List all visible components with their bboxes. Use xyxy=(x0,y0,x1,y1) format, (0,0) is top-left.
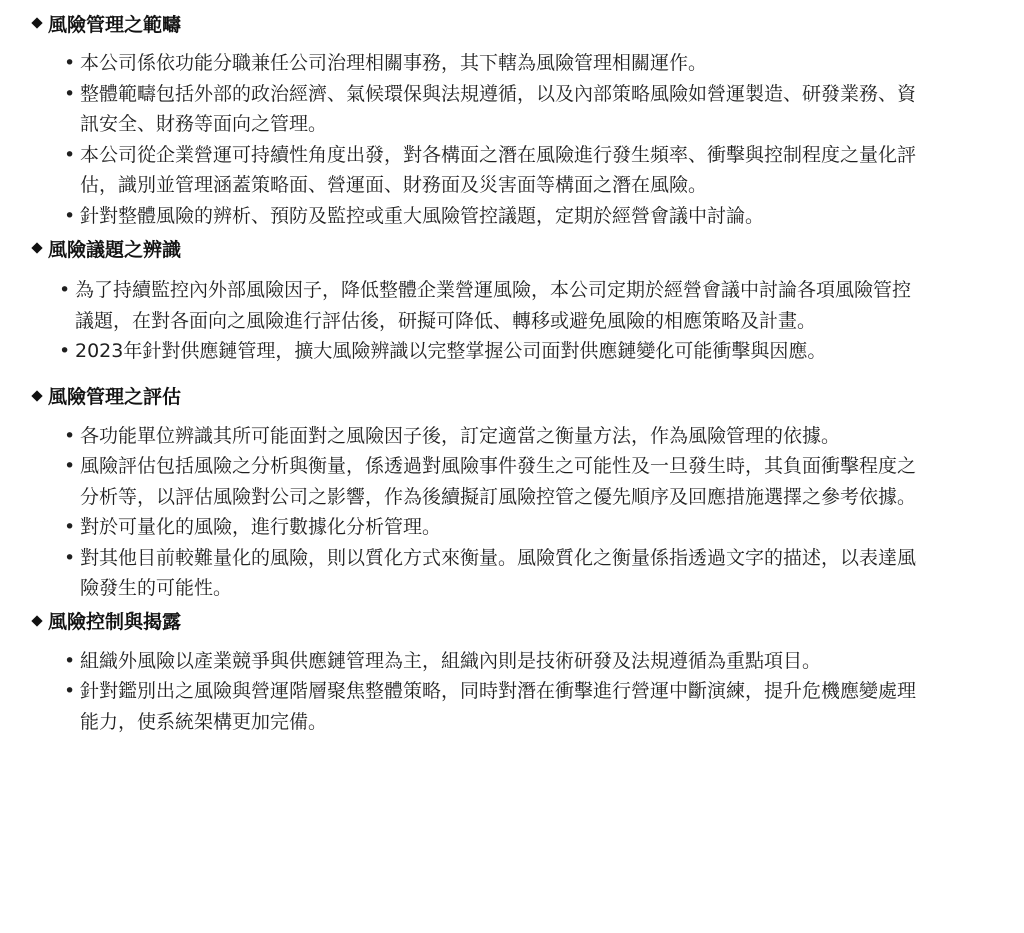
diamond-bullet-icon xyxy=(31,242,42,253)
list-item-text: 針對鑑別出之風險與營運階層聚焦整體策略，同時對潛在衝擊進行營運中斷演練，提升危機應變處理能力，使系統架構更加完備。 xyxy=(80,680,917,733)
list-item xyxy=(30,336,925,367)
list-item xyxy=(30,646,930,677)
bullet-dot-icon: • xyxy=(64,455,76,477)
list-item xyxy=(30,512,930,543)
list-item xyxy=(30,79,930,140)
list-item-text: 對於可量化的風險，進行數據化分析管理。 xyxy=(80,516,442,538)
list-item xyxy=(30,140,930,201)
list-item-text: 風險評估包括風險之分析與衡量，係透過對風險事件發生之可能性及一旦發生時，其負面衝擊程度之分析等，以評估風險對公司之影響，作為後續擬訂風險控管之優先順序及回應措施選擇之參考依據。 xyxy=(80,455,917,508)
bullet-list xyxy=(30,275,990,367)
bullet-list xyxy=(30,48,990,231)
bullet-dot-icon: • xyxy=(64,204,76,227)
list-item-text: 對其他目前較難量化的風險，則以質化方式來衡量。風險質化之衡量係指透過文字的描述，以表達風險發生的可能性。 xyxy=(80,546,917,599)
list-item-text: 組織外風險以產業競爭與供應鏈管理為主，組織內則是技術研發及法規遵循為重點項目。 xyxy=(80,649,822,672)
list-item xyxy=(30,201,930,232)
diamond-bullet-icon xyxy=(31,615,42,626)
section-heading xyxy=(30,6,990,40)
list-item-text: 本公司從企業營運可持續性角度出發，對各構面之潛在風險進行發生頻率、衝擊與控制程度之量化評估，識別並管理涵蓋策略面、營運面、財務面及災害面等構面之潛在風險。 xyxy=(80,143,917,196)
section-heading-text: 風險控制與揭露 xyxy=(48,611,182,633)
section-risk-assessment xyxy=(30,379,990,604)
list-item-text: 各功能單位辨識其所可能面對之風險因子後，訂定適當之衡量方法，作為風險管理的依據。 xyxy=(80,424,841,447)
bullet-dot-icon: • xyxy=(64,52,76,74)
bullet-dot-icon: • xyxy=(59,279,71,301)
bullet-dot-icon: • xyxy=(64,680,76,702)
section-heading-text: 風險議題之辨識 xyxy=(48,238,182,261)
section-risk-identification xyxy=(30,231,990,367)
list-item-text: 本公司係依功能分職兼任公司治理相關事務，其下轄為風險管理相關運作。 xyxy=(80,52,708,74)
list-item xyxy=(30,676,930,737)
section-risk-control-disclosure xyxy=(30,604,990,738)
bullet-list xyxy=(30,646,990,738)
section-risk-scope xyxy=(30,6,990,231)
section-heading-text: 風險管理之範疇 xyxy=(48,13,182,36)
bullet-dot-icon: • xyxy=(64,82,76,105)
list-item-text: 為了持續監控內外部風險因子，降低整體企業營運風險，本公司定期於經營會議中討論各項風險管控議題，在對各面向之風險進行評估後，研擬可降低、轉移或避免風險的相應策略及計畫。 xyxy=(75,279,912,332)
bullet-dot-icon: • xyxy=(64,649,76,672)
list-item-text: 2023年針對供應鏈管理，擴大風險辨識以完整掌握公司面對供應鏈變化可能衝擊與因應。 xyxy=(75,340,827,362)
list-item xyxy=(30,451,930,512)
bullet-dot-icon: • xyxy=(64,143,76,166)
list-item-text: 整體範疇包括外部的政治經濟、氣候環保與法規遵循，以及內部策略風險如營運製造、研發業務、資訊安全、財務等面向之管理。 xyxy=(80,82,917,135)
list-item xyxy=(30,421,930,452)
diamond-bullet-icon xyxy=(31,17,42,28)
document-body xyxy=(30,6,990,737)
section-heading xyxy=(30,379,990,413)
list-item xyxy=(30,543,930,604)
bullet-dot-icon: • xyxy=(64,516,76,538)
bullet-dot-icon: • xyxy=(59,340,71,362)
bullet-dot-icon: • xyxy=(64,546,76,569)
list-item xyxy=(30,275,925,336)
list-item-text: 針對整體風險的辨析、預防及監控或重大風險管控議題，定期於經營會議中討論。 xyxy=(80,204,765,227)
list-item xyxy=(30,48,930,79)
section-heading-text: 風險管理之評估 xyxy=(48,386,182,408)
diamond-bullet-icon xyxy=(31,390,42,401)
section-heading xyxy=(30,604,990,638)
bullet-list xyxy=(30,421,990,604)
section-heading xyxy=(30,231,990,265)
bullet-dot-icon: • xyxy=(64,424,76,447)
